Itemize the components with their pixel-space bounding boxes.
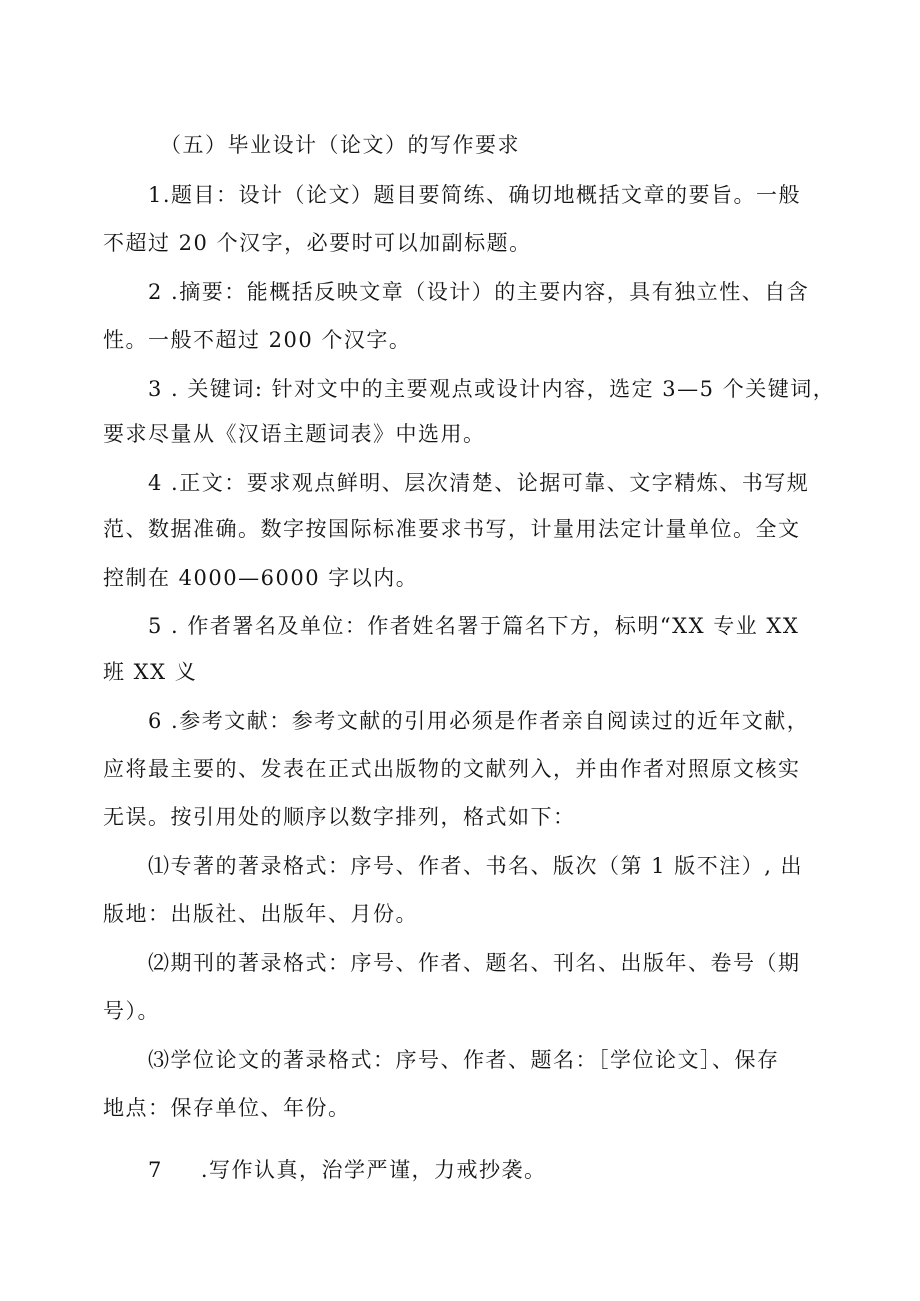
paragraph-line: 性。一般不超过 200 个汉字。 — [103, 328, 412, 352]
paragraph-line: 3 . 关键词: 针对文中的主要观点或设计内容，选定 3—5 个关键词， — [148, 377, 836, 401]
paragraph-line: 控制在 4000—6000 字以内。 — [103, 566, 419, 590]
item-7-text: .写作认真，治学严谨，力戒抄袭。 — [200, 1158, 547, 1182]
paragraph-line: 地点：保存单位、年份。 — [103, 1096, 351, 1120]
paragraph-line: 6 .参考文献：参考文献的引用必须是作者亲自阅读过的近年文献， — [148, 709, 810, 733]
paragraph-line: 2 .摘要：能概括反映文章（设计）的主要内容，具有独立性、自含 — [148, 280, 810, 304]
paragraph-line: 4 .正文：要求观点鲜明、层次清楚、论据可靠、文字精炼、书写规 — [148, 471, 810, 495]
paragraph-line: 范、数据准确。数字按国际标准要求书写，计量用法定计量单位。全文 — [103, 517, 801, 541]
paragraph-line: 要求尽量从《汉语主题词表》中选用。 — [103, 422, 486, 446]
paragraph-line: 号）。 — [103, 999, 160, 1023]
paragraph-line: 应将最主要的、发表在正式出版物的文献列入，并由作者对照原文核实 — [103, 757, 801, 781]
paragraph-line: 不超过 20 个汉字，必要时可以加副标题。 — [103, 231, 532, 255]
paragraph-line: ⑵期刊的著录格式：序号、作者、题名、刊名、出版年、卷号（期 — [148, 951, 801, 975]
paragraph-line: 1.题目：设计（论文）题目要简练、确切地概括文章的要旨。一般 — [148, 183, 802, 207]
paragraph-line: 无误。按引用处的顺序以数字排列，格式如下： — [103, 805, 576, 829]
paragraph-line: 5 . 作者署名及单位：作者姓名署于篇名下方，标明“XX 专业 XX — [148, 614, 800, 638]
paragraph-line: 班 XX 义 — [103, 660, 198, 684]
paragraph-line: 版地：出版社、出版年、月份。 — [103, 902, 418, 926]
item-7-line — [148, 1155, 868, 1185]
paragraph-line: ⑴专著的著录格式：序号、作者、书名、版次（第 1 版不注）, 出 — [148, 854, 804, 878]
paragraph-line: ⑶学位论文的著录格式：序号、作者、题名：［学位论文］、保存 — [148, 1048, 780, 1072]
section-heading: （五）毕业设计（论文）的写作要求 — [160, 133, 520, 157]
item-7-number: 7 — [148, 1158, 163, 1182]
